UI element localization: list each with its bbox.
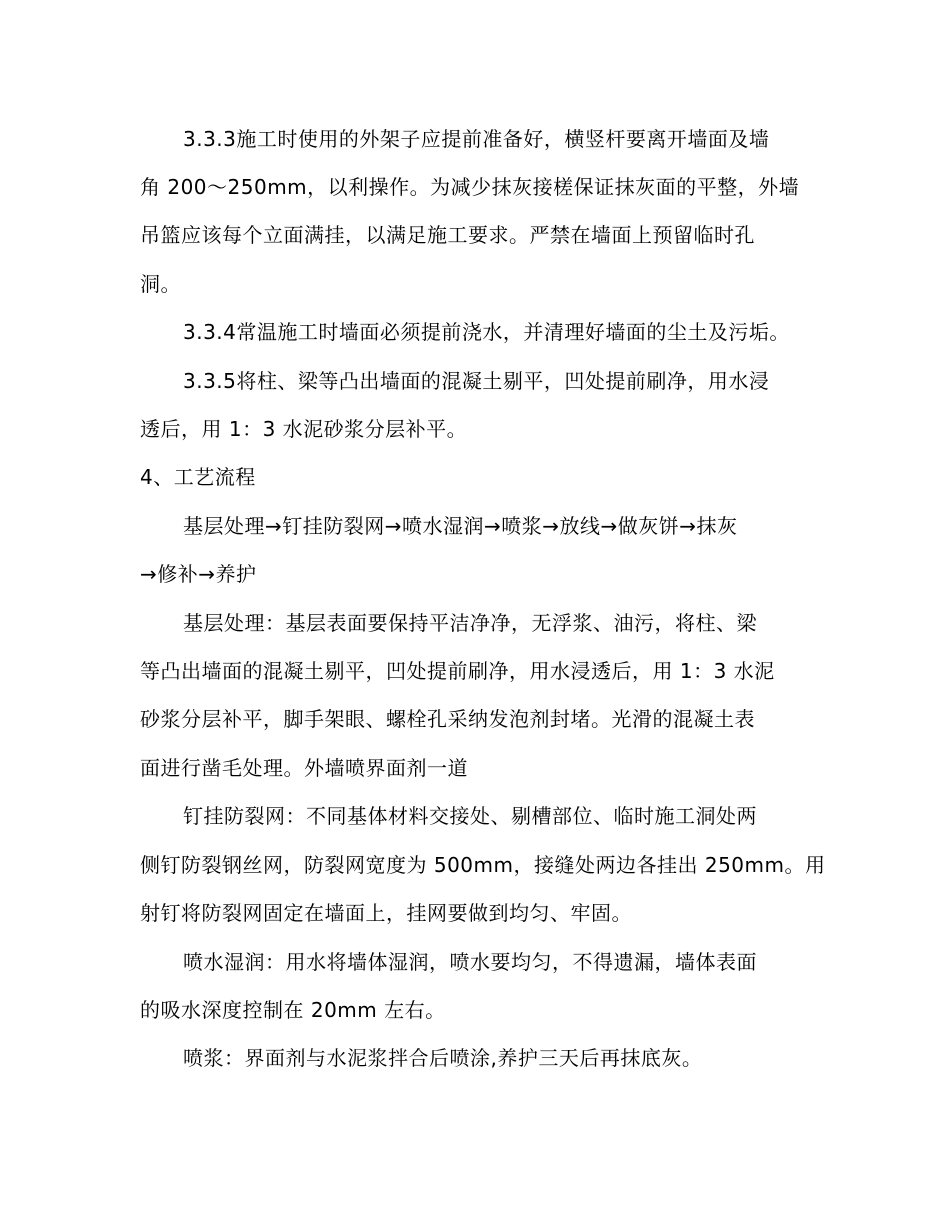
base-treatment-line-4: 面进行凿毛处理。外墙喷界面剂一道: [140, 756, 468, 780]
paragraph-3-3-3-line-2: 角 200～250mm，以利操作。为减少抹灰接槎保证抹灰面的平整，外墙: [140, 175, 800, 199]
crack-mesh-line-2: 侧钉防裂钢丝网，防裂网宽度为 500mm，接缝处两边各挂出 250mm。用: [140, 853, 826, 877]
process-flow-line-2: →修补→养护: [140, 562, 257, 586]
base-treatment-line-2: 等凸出墙面的混凝土剔平，凹处提前刷净，用水浸透后，用 1：3 水泥: [140, 659, 775, 683]
paragraph-3-3-3-line-3: 吊篮应该每个立面满挂，以满足施工要求。严禁在墙面上预留临时孔: [140, 223, 755, 247]
crack-mesh-line-1: 钉挂防裂网：不同基体材料交接处、剔槽部位、临时施工洞处两: [183, 804, 757, 828]
water-spray-line-1: 喷水湿润：用水将墙体湿润，喷水要均匀，不得遗漏，墙体表面: [183, 950, 757, 974]
base-treatment-line-3: 砂浆分层补平，脚手架眼、螺栓孔采纳发泡剂封堵。光滑的混凝土表: [140, 707, 755, 731]
slurry-spray-line: 喷浆：界面剂与水泥浆拌合后喷涂,养护三天后再抹底灰。: [183, 1046, 703, 1070]
base-treatment-line-1: 基层处理：基层表面要保持平洁净净，无浮浆、油污，将柱、梁: [183, 611, 757, 635]
paragraph-3-3-4: 3.3.4常温施工时墙面必须提前浇水，并清理好墙面的尘土及污垢。: [183, 320, 790, 344]
section-heading-process-flow: 4、工艺流程: [140, 465, 256, 489]
paragraph-3-3-5-line-1: 3.3.5将柱、梁等凸出墙面的混凝土剔平，凹处提前刷净，用水浸: [183, 369, 770, 393]
crack-mesh-line-3: 射钉将防裂网固定在墙面上，挂网要做到均匀、牢固。: [140, 901, 632, 925]
paragraph-3-3-5-line-2: 透后，用 1：3 水泥砂浆分层补平。: [140, 417, 468, 441]
water-spray-line-2: 的吸水深度控制在 20mm 左右。: [140, 998, 446, 1022]
paragraph-3-3-3-line-4: 洞。: [140, 272, 181, 296]
process-flow-line-1: 基层处理→钉挂防裂网→喷水湿润→喷浆→放线→做灰饼→抹灰: [183, 514, 738, 538]
paragraph-3-3-3-line-1: 3.3.3施工时使用的外架子应提前准备好，横竖杆要离开墙面及墙: [183, 127, 770, 151]
